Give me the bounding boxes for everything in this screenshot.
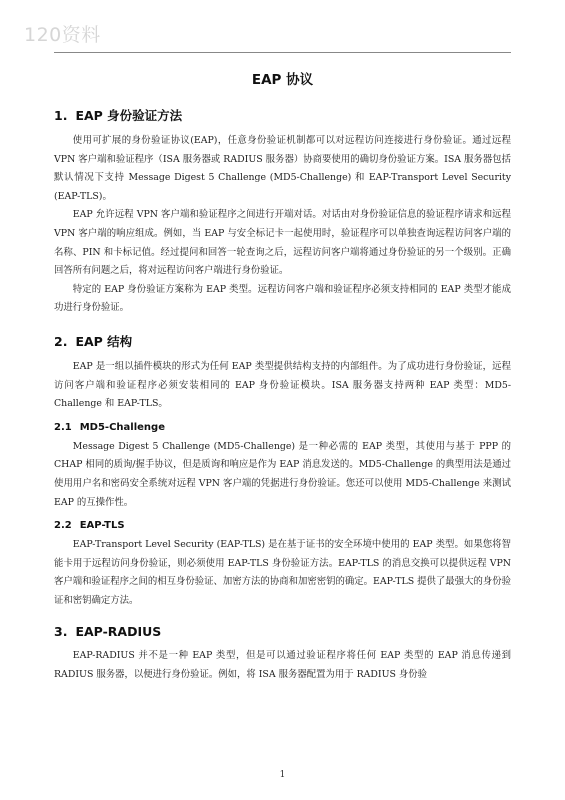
subsection-title: MD5-Challenge [79,421,165,433]
section-title: EAP-RADIUS [75,624,162,640]
paragraph: EAP-Transport Level Security (EAP-TLS) 是在基于证书的安全环境中使用的 EAP 类型。如果您将智能卡用于远程访问身份验证，则必须使用 EAP-TLS 身份验证方法。EAP-TLS 的消息交换可以提供远程 VPN 客户端和验证程序之间的相互身份验证、加密方法的协商和加密密钥的确定。EAP-TLS 提供了最强大的身份验证和密钥确定方法。 [54,539,511,606]
paragraph: 使用可扩展的身份验证协议(EAP)，任意身份验证机制都可以对远程访问连接进行身份验证。通过远程 VPN 客户端和验证程序（ISA 服务器或 RADIUS 服务器）协商要使用的确切身份验证方案。ISA 服务器包括默认情况下支持 Message Digest 5 Challenge (MD5-Challenge) 和 EAP-Transport Level Security (EAP-TLS)。 [54,135,511,202]
subsection-heading-md5-challenge [54,422,511,433]
section-title: EAP 结构 [75,333,133,349]
header-rule [54,52,511,53]
section-number: 2. [54,333,68,349]
document-title: EAP 协议 [251,72,314,88]
page-number: 1 [279,770,286,780]
subsection-number: 2.2 [54,520,72,532]
subsection-number: 2.1 [54,421,72,433]
section-heading-eap-radius [54,624,511,639]
paragraph: Message Digest 5 Challenge (MD5-Challenge) 是一种必需的 EAP 类型，其使用与基于 PPP 的 CHAP 相同的质询/握手协议，但是质询和响应是作为 EAP 消息发送的。MD5-Challenge 的典型用法是通过使用用户名和密码安全系统对远程 VPN 客户端的凭据进行身份验证。您还可以使用 MD5-Challenge 来测试 EAP 的互操作性。 [54,440,511,508]
paragraph: EAP-RADIUS 并不是一种 EAP 类型，但是可以通过验证程序将任何 EAP 类型的 EAP 消息传递到 RADIUS 服务器，以便进行身份验证。例如，将 ISA 服务器配置为用于 RADIUS 身份验 [54,650,511,681]
subsection-heading-eap-tls [54,520,511,531]
watermark-logo: 120资料 [24,24,101,46]
subsection-title: EAP-TLS [79,520,125,532]
section-heading-eap-structure [54,332,511,350]
paragraph: EAP 是一组以插件模块的形式为任何 EAP 类型提供结构支持的内部组件。为了成功进行身份验证，远程访问客户端和验证程序必须安装相同的 EAP 身份验证模块。ISA 服务器支持两种 EAP 类型：MD5-Challenge 和 EAP-TLS。 [54,360,511,410]
paragraph: 特定的 EAP 身份验证方案称为 EAP 类型。远程访问客户端和验证程序必须支持相同的 EAP 类型才能成功进行身份验证。 [54,283,511,314]
section-number: 3. [54,624,68,640]
section-heading-eap-auth-methods [54,106,511,124]
section-title: EAP 身份验证方法 [75,108,183,123]
paragraph: EAP 允许远程 VPN 客户端和验证程序之间进行开端对话。对话由对身份验证信息的验证程序请求和远程 VPN 客户端的响应组成。例如，当 EAP 与安全标记卡一起使用时，验证程序可以单独查询远程访问客户端的名称、PIN 和卡标记值。经过提问和回答一轮查询之后，远程访问客户端将通过身份验证的另一个级别。正确回答所有问题之后，将对远程访问客户端进行身份验证。 [54,209,511,277]
document-body [54,64,511,685]
section-number: 1. [54,108,68,123]
